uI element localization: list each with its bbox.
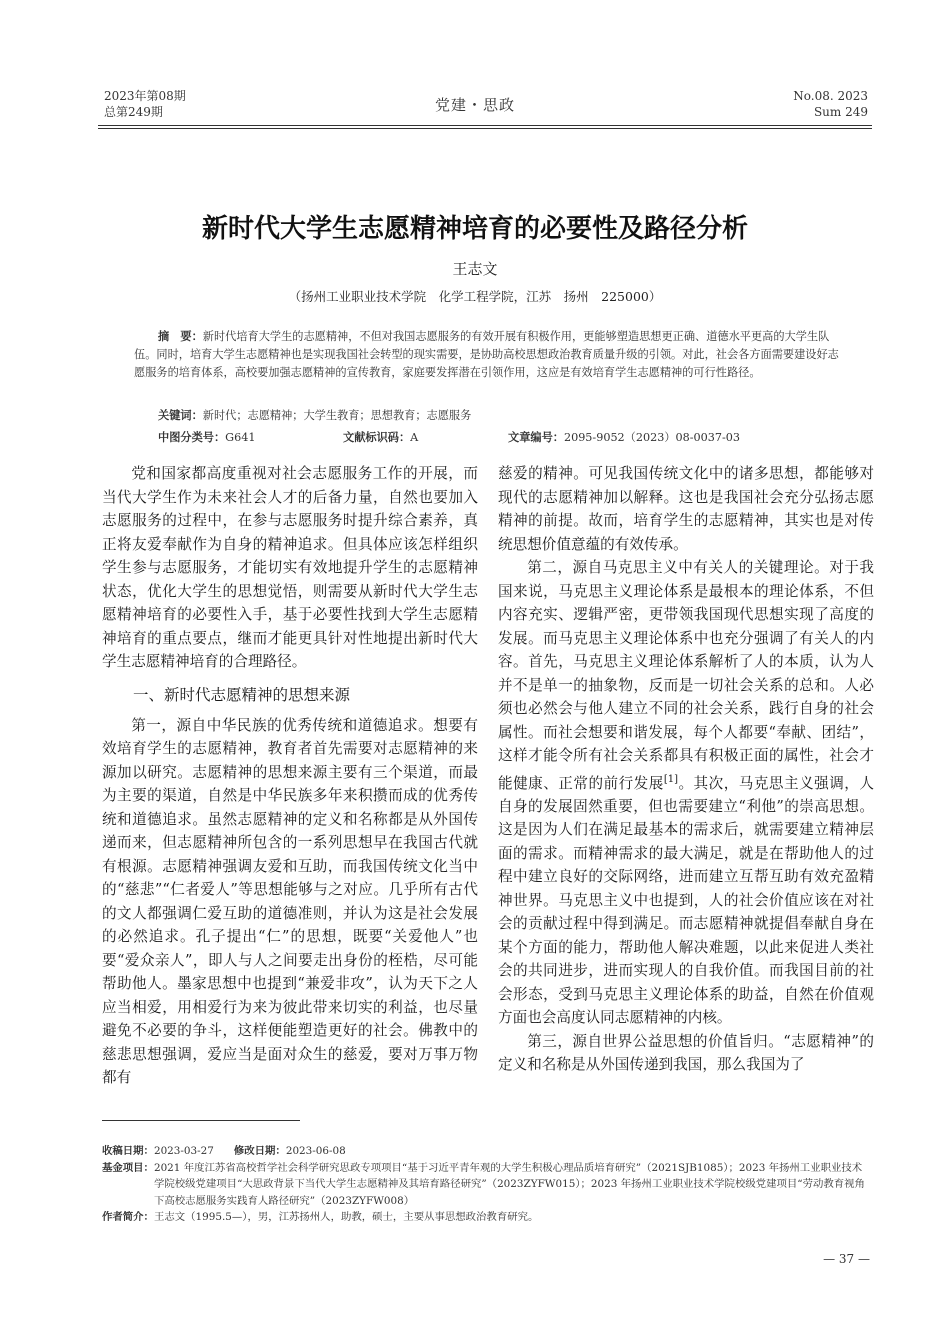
article-title: 新时代大学生志愿精神培育的必要性及路径分析 [201,214,748,244]
total-issue: 总第249期 [104,105,163,119]
paragraph-continued: 慈爱的精神。可见我国传统文化中的诸多思想，都能够对现代的志愿精神加以解释。这也是我国社会充分弘扬志愿精神的前提。故而，培育学生的志愿精神，其实也是对传统思想价值意蕴的有效传承。 [498,465,874,553]
sum-number-en: Sum 249 [813,105,868,119]
dates-row: 收稿日期： 2023-03-27 修改日期： 2023-06-08 [102,1143,872,1160]
journal-section: 党建・思政 [434,96,515,114]
author-bio: 王志文（1995.5—），男，江苏扬州人，助教，硕士，主要从事思想政治教育研究。 [153,1211,539,1223]
document-code: 文献标识码：A [343,431,419,444]
footnotes [102,1143,872,1226]
received-date: 2023-03-27 [153,1145,214,1157]
issue-info-en [793,88,868,120]
page-number: — 37 — [823,1252,870,1266]
article-id: 文章编号：2095-9052（2023）08-0037-03 [508,431,741,444]
author-name: 王志文 [452,260,498,278]
abstract-rest: 道德水平更高的大学生队伍。同时，培育大学生志愿精神也是实现我国社会转型的现实需要，是协助高校思想政治教育质量升级的引领。对此，社会各方面需要建设好志愿服务的培育体系，高校要加强志愿精神的宣传教育，家庭要发挥潜在引领作用，这应是有效培育学生志愿精神的可行性路径。 [134,330,839,379]
fund-text: 2021 年度江苏省高校哲学社会科学研究思政专项项目“基于习近平青年观的大学生积极心理品质培育研究”（2021SJB1085）；2023 年扬州工业职业技术学院校级党建项目“大思政背景下当代大学生志愿精神及其培育路径研究”（2023ZYFW015）；2023 年扬州工业职业技术学院校级党建项目“劳动教育视角下高校志愿服务实践育人路径研究”（2023ZYFW008） [153,1161,865,1207]
revised-date: 2023-06-08 [285,1145,346,1157]
citation-ref: [1] [663,773,678,785]
fund-row: 基金项目： 2021 年度江苏省高校哲学社会科学研究思政专项项目“基于习近平青年观的大学生积极心理品质培育研究”（2021SJB1085）；2023 年扬州工业职业技术学院校级党建项目“大思政背景下当代大学生志愿精神及其培育路径研究”（2023ZYFW015）；2023 年扬州工业职业技术学院校级党建项目“劳动教育视角下高校志愿服务实践育人路径研究”（2023ZYFW008） [102,1160,872,1210]
keywords-text: 新时代；志愿精神；大学生教育；思想教育；志愿服务 [202,409,472,422]
paragraph-first-source: 第一，源自中华民族的优秀传统和道德追求。想要有效培育学生的志愿精神，教育者首先需要对志愿精神的来源加以研究。志愿精神的思想来源主要有三个渠道，而最为主要的渠道，自然是中华民族多年来积攒而成的优秀传统和道德追求。虽然志愿精神的定义和名称都是从外国传递而来，但志愿精神所包含的一系列思想早在我国古代就有根源。志愿精神强调友爱和互助，而我国传统文化当中的“慈悲”“仁者爱人”等思想能够与之对应。几乎所有古代的文人都强调仁爱互助的道德准则，并认为这是社会发展的必然追求。孔子提出“仁”的思想，既要“关爱他人”也要“爱众亲人”，即人与人之间要走出身份的桎梏，尽可能帮助他人。墨家思想中也提到“兼爱非攻”，认为天下之人应当相爱，用相爱行为来为彼此带来切实的利益，也尽量避免不必要的争斗，这样便能塑造更好的社会。佛教中的慈悲思想强调，爱应当是面对众生的慈爱，要对万事万物都有 [102,716,478,1086]
keywords [158,407,471,425]
clc-number: 中图分类号：G641 [158,431,256,444]
keywords-label: 关键词： [158,409,203,422]
header-rule [98,125,872,129]
abstract [134,328,846,382]
section-heading: 一、新时代志愿精神的思想来源 [133,685,351,704]
author-bio-row: 作者简介： 王志文（1995.5—），男，江苏扬州人，助教，硕士，主要从事思想政治教育研究。 [102,1209,872,1226]
footnote-rule [102,1120,300,1121]
issue-number-en: No.08. 2023 [793,89,868,103]
paragraph-second-source: 第二，源自马克思主义中有关人的关键理论。对于我国来说，马克思主义理论体系是最根本的理论体系，不但内容充实、逻辑严密，更带领我国现代思想实现了高度的发展。而马克思主义理论体系中也充分强调了有关人的内容。首先，马克思主义理论体系解析了人的本质，认为人并不是单一的抽象物，反而是一切社会关系的总和。人必须也必然会与他人建立不同的社会关系，践行自身的社会属性。而社会想要和谐发展，每个人都要“奉献、团结”，这样才能令所有社会关系都具有积极正面的属性，社会才能健康、正常的前行发展[1]。其次，马克思主义强调，人自身的发展固然重要，但也需要建立“利他”的崇高思想。这是因为人们在满足最基本的需求后，就需要建立精神层面的需求。而精神需求的最大满足，就是在帮助他人的过程中建立良好的交际网络，进而建立互帮互助有效充盈精神世界。马克思主义中也提到，人的社会价值应该在对社会的贡献过程中得到满足。而志愿精神就提倡奉献自身在某个方面的能力，帮助他人解决难题，以此来促进人类社会的共同进步，进而实现人的自我价值。而我国目前的社会形态，受到马克思主义理论体系的助益，自然在价值观方面也会高度认同志愿精神的内核。 [498,559,874,1027]
left-column [102,462,478,1090]
abstract-line1: 新时代培育大学生的志愿精神，不但对我国志愿服务的有效开展有积极作用，更能够塑造思想更正确、 [202,330,707,343]
author-affiliation: （扬州工业职业技术学院 化学工程学院，江苏 扬州 225000） [288,289,662,304]
issue-number: 2023年第08期 [104,89,186,103]
right-column [498,462,874,1077]
paragraph-third-source: 第三，源自世界公益思想的价值旨归。“志愿精神”的定义和名称是从外国传递到我国，那么我国为了 [498,1032,874,1074]
abstract-label: 摘 要： [158,330,203,343]
intro-paragraph: 党和国家都高度重视对社会志愿服务工作的开展，而当代大学生作为未来社会人才的后备力量，自然也要加入志愿服务的过程中，在参与志愿服务时提升综合素养，真正将友爱奉献作为自身的精神追求。但具体应该怎样组织学生参与志愿服务，才能切实有效地提升学生的志愿精神状态，优化大学生的思想觉悟，则需要从新时代大学生志愿精神培育的必要性入手，基于必要性找到大学生志愿精神培育的重点要点，继而才能更具针对性地提出新时代大学生志愿精神培育的合理路径。 [102,465,478,670]
